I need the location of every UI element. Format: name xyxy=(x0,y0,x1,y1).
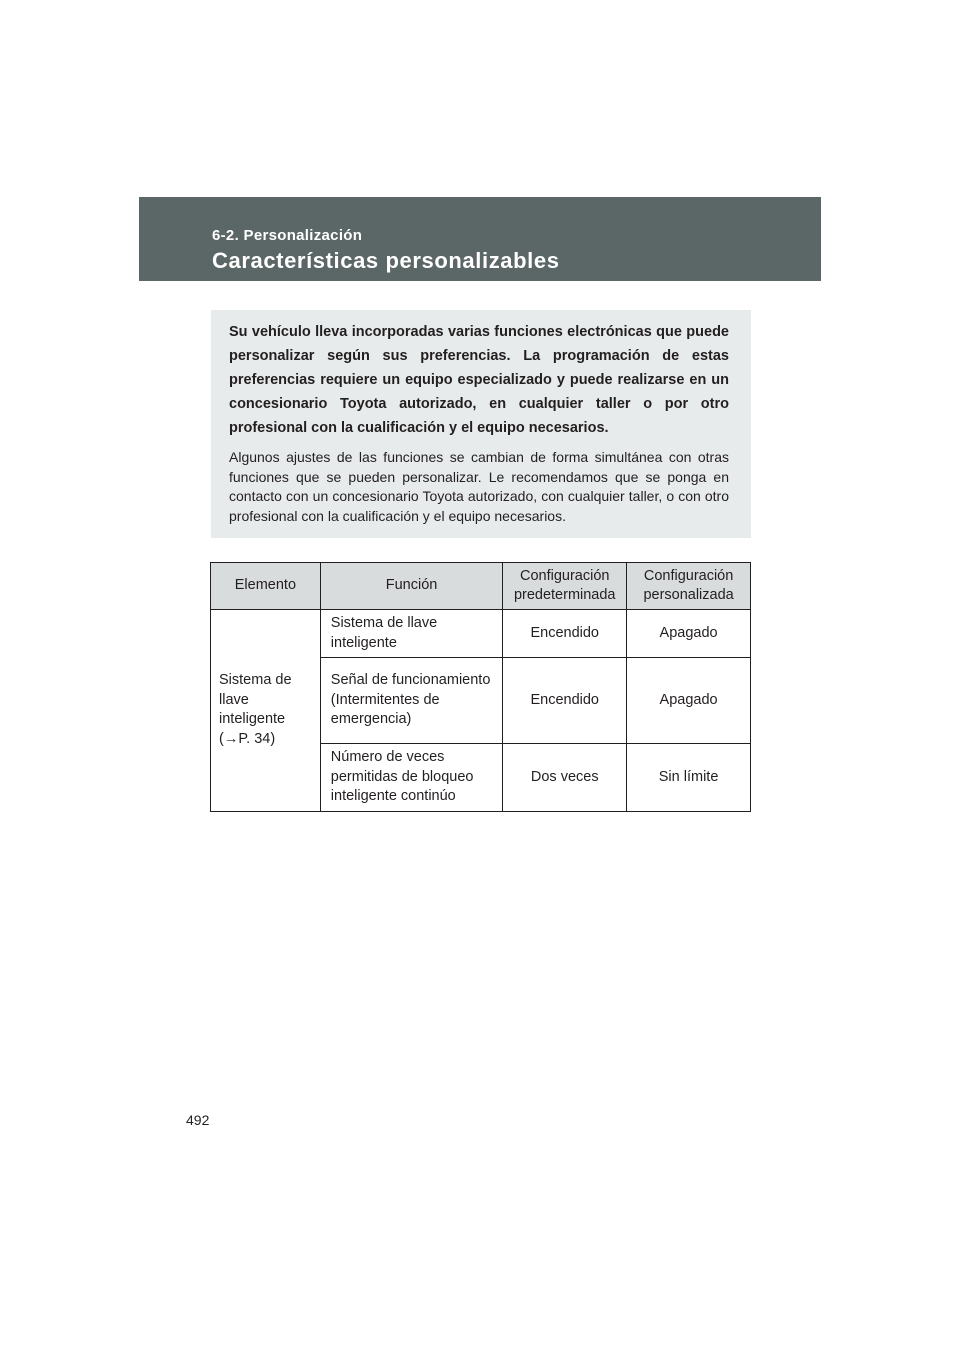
custom-cell: Apagado xyxy=(627,658,751,744)
element-line: Sistema de xyxy=(219,672,292,689)
default-cell: Encendido xyxy=(503,610,627,658)
table-row xyxy=(211,610,751,658)
header-element: Elemento xyxy=(211,563,321,610)
chapter-header xyxy=(139,197,821,281)
function-cell: Señal de funcionamiento (Intermitentes de emergencia) xyxy=(320,658,503,744)
element-cell xyxy=(211,610,321,812)
default-cell: Encendido xyxy=(503,658,627,744)
table-header-row xyxy=(211,563,751,610)
page-title: Características personalizables xyxy=(212,248,560,273)
intro-bold-paragraph: Su vehículo lleva incorporadas varias funciones electrónicas que puede personalizar según sus preferencias. La programación de estas preferencias requiere un equipo especializado y puede realizarse en un concesionario Toyota autorizado, en cualquier taller o por otro profesional con la cualificación y el equipo necesarios. xyxy=(229,324,729,436)
header-function: Función xyxy=(320,563,503,610)
custom-cell: Apagado xyxy=(627,610,751,658)
element-line: llave xyxy=(219,691,249,708)
header-custom: Configuración personalizada xyxy=(627,563,751,610)
intro-normal-paragraph: Algunos ajustes de las funciones se cambian de forma simultánea con otras funciones que se pueden personalizar. Le recomendamos que se ponga en contacto con un concesionario Toyota autorizado, con cualquier taller, o con otro profesional con la cualificación y el equipo necesarios. xyxy=(229,449,729,524)
function-cell: Sistema de llave inteligente xyxy=(320,610,503,658)
element-line-reference: (→P. 34) xyxy=(219,730,276,747)
header-default: Configuración predeterminada xyxy=(503,563,627,610)
default-cell: Dos veces xyxy=(503,744,627,812)
intro-box xyxy=(211,310,751,538)
custom-cell: Sin límite xyxy=(627,744,751,812)
function-cell: Número de veces permitidas de bloqueo inteligente continúo xyxy=(320,744,503,812)
settings-table xyxy=(210,562,751,812)
page-number: 492 xyxy=(186,1112,210,1128)
element-line: inteligente xyxy=(219,711,286,728)
section-label: 6-2. Personalización xyxy=(212,227,363,244)
